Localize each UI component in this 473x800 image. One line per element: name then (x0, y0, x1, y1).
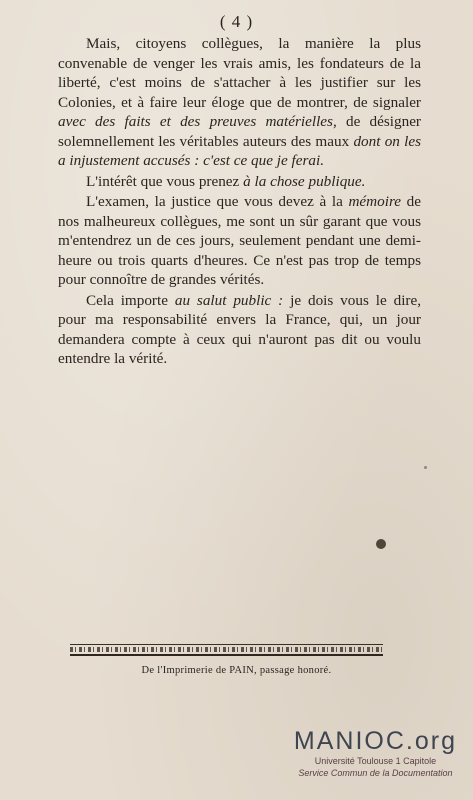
text-run: de nos malheureux collègues, me sont un sûr garant que vous m'entendrez un de ces jours, seulement pendant une demi-heure ou trois quarts d'heures. Ce n'est pas trop de temps pour connoître de grandes vérités. (58, 193, 421, 288)
italic-run: mémoire (348, 193, 402, 210)
italic-run: avec des faits et des preuves matérielles (58, 113, 333, 130)
watermark-brand: MANIOC.org (293, 727, 457, 755)
italic-run: à la chose publique. (243, 172, 366, 190)
ornamental-rule (70, 644, 383, 656)
rule-line-bottom (70, 654, 383, 656)
manioc-watermark (294, 727, 457, 779)
rule-ornament (70, 647, 383, 652)
text-run: Mais, citoyens collègues, la manière la plus convenable de venger les vrais amis, les fondateurs de la liberté, c'est moins de s'attacher à les justifier sur les Colonies, et à faire leur éloge que de montrer, de signaler (58, 35, 421, 111)
italic-run: au salut public : (174, 291, 284, 309)
paragraph (58, 34, 421, 171)
text-run: je dois vous le dire, pour ma responsabilité envers la France, qui, un jour demandera compte à ceux qui n'auront pas dit ou voulu entendre la vérité. (58, 291, 422, 367)
page-number: ( 4 ) (219, 12, 254, 31)
watermark-service: Service Commun de la Documentation (298, 768, 453, 778)
imprint-line: De l'Imprimerie de PAIN, passage honoré. (141, 665, 332, 676)
paragraph (58, 192, 421, 290)
text-run: , de désigner solemnellement les véritables auteurs des maux (58, 113, 421, 150)
paper-stain-small (424, 466, 427, 469)
watermark-university: Université Toulouse 1 Capitole (314, 756, 437, 766)
text-run: L'examen, la justice que vous devez à la (86, 193, 349, 210)
body-text (58, 34, 421, 369)
ink-blot (376, 539, 386, 549)
paragraph (58, 291, 421, 369)
text-run: Cela importe (86, 291, 175, 309)
text-run: L'intérêt que vous prenez (86, 172, 244, 190)
italic-run: dont on les a injustement accusés : c'est ce que je ferai. (58, 132, 422, 169)
paragraph (58, 172, 421, 192)
rule-line-top (70, 644, 383, 645)
